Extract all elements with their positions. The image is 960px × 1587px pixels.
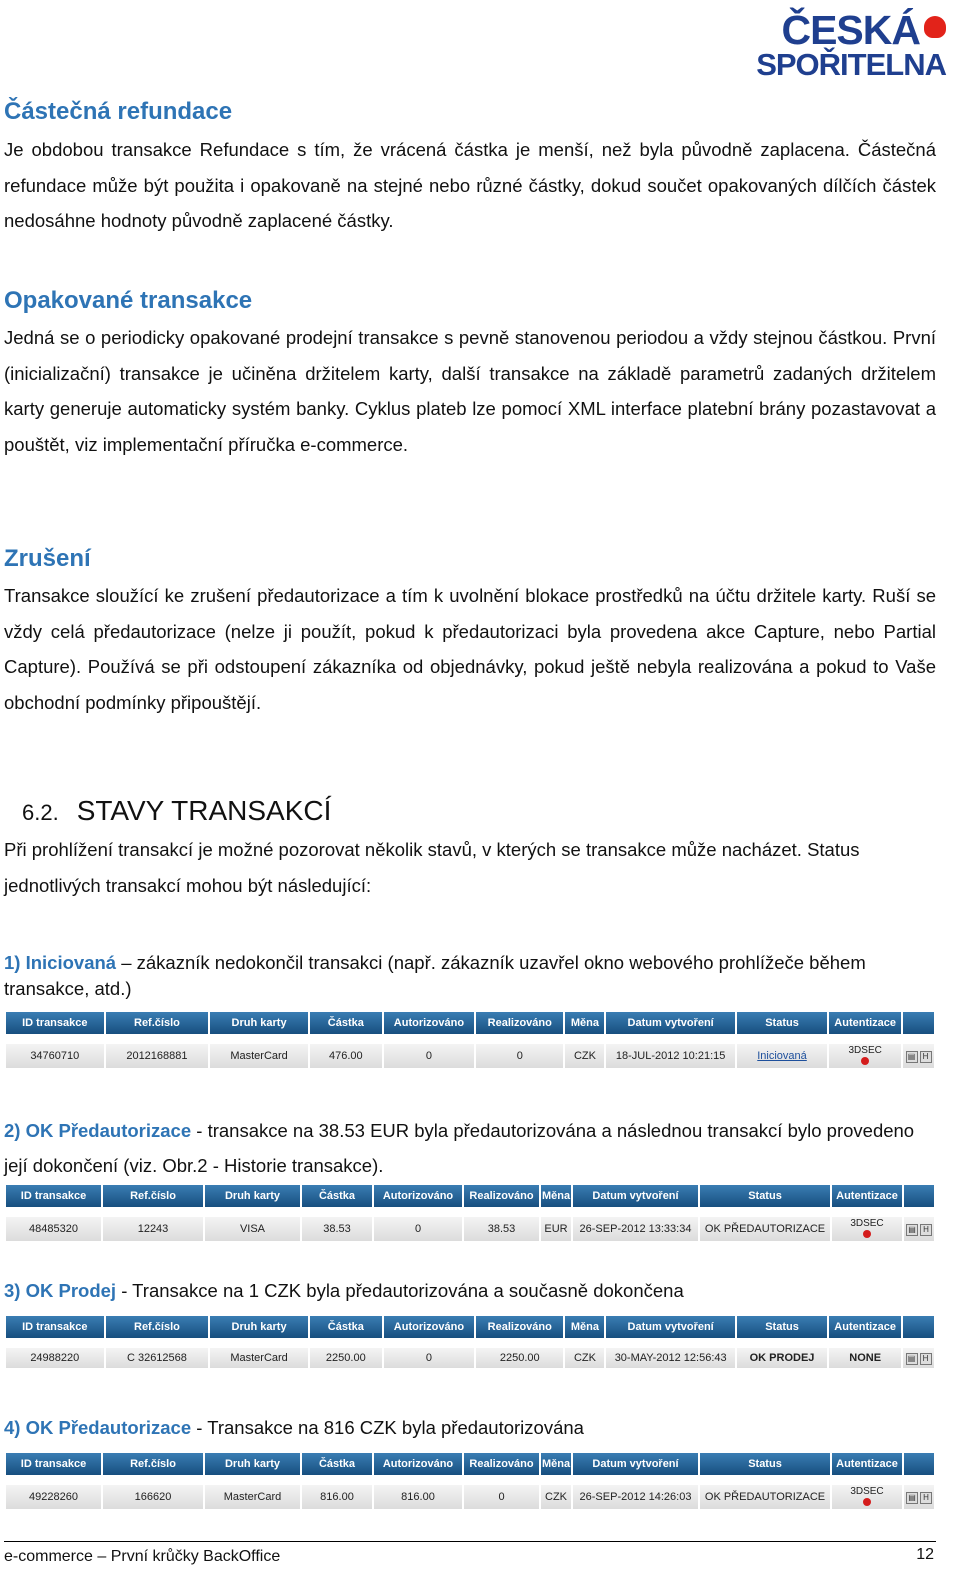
cell-date: 26-SEP-2012 14:26:03 — [573, 1485, 698, 1509]
state-item-1 — [4, 950, 936, 1002]
col-authorized[interactable]: Autorizováno — [374, 1185, 462, 1207]
cell-actions — [904, 1217, 934, 1241]
col-ref[interactable]: Ref.číslo — [106, 1316, 209, 1338]
col-date[interactable]: Datum vytvoření — [606, 1012, 734, 1034]
col-date[interactable]: Datum vytvoření — [573, 1185, 698, 1207]
table-header-row — [6, 1012, 934, 1034]
cell-ref: 12243 — [103, 1217, 203, 1241]
col-id[interactable]: ID transakce — [6, 1316, 104, 1338]
cell-actions — [903, 1044, 934, 1068]
cell-id: 24988220 — [6, 1348, 104, 1368]
col-amount[interactable]: Částka — [302, 1453, 372, 1475]
col-amount[interactable]: Částka — [310, 1012, 382, 1034]
col-authentication[interactable]: Autentizace — [832, 1185, 902, 1207]
cell-realized: 0 — [476, 1044, 563, 1068]
state-item-4 — [4, 1415, 936, 1441]
cell-actions — [904, 1485, 934, 1509]
col-card[interactable]: Druh karty — [210, 1012, 308, 1034]
cell-amount: 816.00 — [302, 1485, 372, 1509]
table-header-row — [6, 1185, 934, 1207]
history-icon[interactable]: H — [920, 1353, 932, 1365]
detail-icon[interactable]: ▤ — [906, 1492, 918, 1504]
state-desc-4: - Transakce na 816 CZK byla předautorizována — [191, 1417, 584, 1438]
col-actions — [904, 1453, 934, 1475]
col-currency[interactable]: Měna — [565, 1316, 604, 1338]
col-status[interactable]: Status — [700, 1453, 830, 1475]
section-title-cancel: Zrušení — [4, 545, 91, 572]
cell-realized: 2250.00 — [476, 1348, 563, 1368]
col-realized[interactable]: Realizováno — [464, 1185, 539, 1207]
authn-label: 3DSEC — [850, 1486, 884, 1497]
cell-id: 49228260 — [6, 1485, 101, 1509]
red-dot-icon — [861, 1057, 869, 1065]
detail-icon[interactable]: ▤ — [906, 1224, 918, 1236]
col-card[interactable]: Druh karty — [205, 1453, 300, 1475]
col-date[interactable]: Datum vytvoření — [573, 1453, 698, 1475]
cell-realized: 0 — [464, 1485, 539, 1509]
col-status[interactable]: Status — [737, 1012, 827, 1034]
section-title-partial-refund: Částečná refundace — [4, 98, 233, 125]
col-id[interactable]: ID transakce — [6, 1185, 101, 1207]
logo-line2: SPOŘITELNA — [756, 47, 946, 82]
cell-status[interactable] — [737, 1044, 827, 1068]
section-text-cancel: Transakce sloužící ke zrušení předautorizace a tím k uvolnění blokace prostředků na účtu držitele karty. Ruší se vždy celá předautorizace (nelze ji použít, pokud k předautorizaci byla provedena akce Capture, nebo Partial Capture). Používá se při odstoupení zákazníka od objednávky, pokud ještě nebyla realizována a pokud to Vaše obchodní podmínky připouštějí. — [4, 585, 936, 714]
col-authorized[interactable]: Autorizováno — [374, 1453, 462, 1475]
col-realized[interactable]: Realizováno — [476, 1012, 563, 1034]
cell-authentication — [832, 1485, 902, 1509]
col-id[interactable]: ID transakce — [6, 1453, 101, 1475]
cell-card: MasterCard — [210, 1348, 308, 1368]
col-authentication[interactable]: Autentizace — [829, 1012, 901, 1034]
section-text-partial-refund: Je obdobou transakce Refundace s tím, že vrácená částka je menší, než byla původně zaplacena. Částečná refundace může být použita i opakovaně na stejné nebo různé částky, dokud součet opakovaných dílčích částek nedosáhne hodnoty původně zaplacené částky. — [4, 139, 936, 232]
cell-authorized: 0 — [374, 1217, 462, 1241]
cell-currency: CZK — [565, 1348, 604, 1368]
col-currency[interactable]: Měna — [541, 1185, 571, 1207]
state-desc-1: – zákazník nedokončil transakci (např. zákazník uzavřel okno webového prohlížeče během transakce, atd.) — [4, 952, 866, 999]
cell-authentication: NONE — [829, 1348, 901, 1368]
chapter-heading — [22, 795, 331, 827]
table-header-row — [6, 1453, 934, 1475]
col-amount[interactable]: Částka — [302, 1185, 372, 1207]
cell-authentication — [832, 1217, 902, 1241]
table-row[interactable] — [6, 1485, 934, 1509]
cell-currency: CZK — [565, 1044, 604, 1068]
cell-authentication — [829, 1044, 901, 1068]
detail-icon[interactable]: ▤ — [906, 1051, 918, 1063]
section-title-recurring: Opakované transakce — [4, 287, 253, 314]
history-icon[interactable]: H — [920, 1492, 932, 1504]
col-id[interactable]: ID transakce — [6, 1012, 104, 1034]
col-actions — [903, 1316, 934, 1338]
cell-status: OK PŘEDAUTORIZACE — [700, 1217, 830, 1241]
detail-icon[interactable]: ▤ — [906, 1353, 918, 1365]
table-header-row — [6, 1316, 934, 1338]
col-realized[interactable]: Realizováno — [476, 1316, 563, 1338]
col-actions — [903, 1012, 934, 1034]
col-ref[interactable]: Ref.číslo — [106, 1012, 209, 1034]
cell-authorized: 816.00 — [374, 1485, 462, 1509]
cell-currency: EUR — [541, 1217, 571, 1241]
state-desc-2: - transakce na 38.53 EUR byla předautorizována a následnou transakcí bylo provedeno její dokončení (viz. Obr.2 - Historie transakce). — [4, 1120, 915, 1176]
col-realized[interactable]: Realizováno — [464, 1453, 539, 1475]
col-authorized[interactable]: Autorizováno — [384, 1012, 474, 1034]
col-date[interactable]: Datum vytvoření — [606, 1316, 734, 1338]
cell-status: OK PŘEDAUTORIZACE — [700, 1485, 830, 1509]
transaction-table-4 — [4, 1453, 936, 1509]
cell-authorized: 0 — [384, 1044, 474, 1068]
transaction-table-1 — [4, 1012, 936, 1068]
history-icon[interactable]: H — [920, 1224, 932, 1236]
logo-mark-icon — [924, 16, 946, 38]
history-icon[interactable]: H — [920, 1051, 932, 1063]
logo-line1: ČESKÁ — [781, 7, 920, 53]
table-row[interactable] — [6, 1044, 934, 1068]
page-number: 12 — [916, 1546, 934, 1563]
col-amount[interactable]: Částka — [310, 1316, 382, 1338]
col-status[interactable]: Status — [700, 1185, 830, 1207]
section-text-recurring: Jedná se o periodicky opakované prodejní transakce s pevně stanovenou periodou a vždy stejnou částkou. První (inicializační) transakce je učiněna držitelem karty, další transakce na základě parametrů zadaných držitelem karty generuje automaticky systém banky. Cyklus plateb lze pomocí XML interface platební brány pozastavovat a pouštět, viz implementační příručka e-commerce. — [4, 327, 936, 456]
status-link[interactable]: Iniciovaná — [757, 1050, 807, 1062]
transaction-table-2 — [4, 1185, 936, 1241]
red-dot-icon — [863, 1230, 871, 1238]
col-ref[interactable]: Ref.číslo — [103, 1453, 203, 1475]
authn-label: 3DSEC — [848, 1045, 882, 1056]
footer-title: e-commerce – První krůčky BackOffice — [4, 1548, 281, 1565]
cell-amount: 2250.00 — [310, 1348, 382, 1368]
cell-date: 30-MAY-2012 12:56:43 — [606, 1348, 734, 1368]
state-lead-4: 4) OK Předautorizace — [4, 1417, 192, 1438]
cell-ref: C 32612568 — [106, 1348, 209, 1368]
col-currency[interactable]: Měna — [541, 1453, 571, 1475]
cell-status: OK PRODEJ — [737, 1348, 827, 1368]
cell-ref: 2012168881 — [106, 1044, 209, 1068]
state-lead-1: 1) Iniciovaná — [4, 952, 117, 973]
cell-ref: 166620 — [103, 1485, 203, 1509]
col-currency[interactable]: Měna — [565, 1012, 604, 1034]
chapter-number: 6.2. — [22, 800, 59, 825]
table-row[interactable] — [6, 1217, 934, 1241]
cell-actions — [903, 1348, 934, 1368]
transaction-table-3 — [4, 1316, 936, 1368]
col-status[interactable]: Status — [737, 1316, 827, 1338]
state-desc-3: - Transakce na 1 CZK byla předautorizována a současně dokončena — [116, 1280, 684, 1301]
cell-card: MasterCard — [210, 1044, 308, 1068]
cell-currency: CZK — [541, 1485, 571, 1509]
cell-card: MasterCard — [205, 1485, 300, 1509]
col-ref[interactable]: Ref.číslo — [103, 1185, 203, 1207]
col-authorized[interactable]: Autorizováno — [384, 1316, 474, 1338]
ceska-sporitelna-logo — [756, 7, 946, 82]
col-authentication[interactable]: Autentizace — [832, 1453, 902, 1475]
cell-date: 26-SEP-2012 13:33:34 — [573, 1217, 698, 1241]
state-item-3 — [4, 1278, 936, 1304]
cell-id: 34760710 — [6, 1044, 104, 1068]
cell-date: 18-JUL-2012 10:21:15 — [606, 1044, 734, 1068]
table-row[interactable] — [6, 1348, 934, 1368]
cell-amount: 476.00 — [310, 1044, 382, 1068]
chapter-intro: Při prohlížení transakcí je možné pozorovat několik stavů, v kterých se transakce může nacházet. Status jednotlivých transakcí mohou být následující: — [4, 839, 860, 896]
state-item-2 — [4, 1113, 936, 1183]
col-card[interactable]: Druh karty — [210, 1316, 308, 1338]
authn-label: 3DSEC — [850, 1218, 884, 1229]
state-lead-2: 2) OK Předautorizace — [4, 1120, 192, 1141]
cell-amount: 38.53 — [302, 1217, 372, 1241]
footer-divider — [4, 1541, 936, 1542]
col-actions — [904, 1185, 934, 1207]
col-authentication[interactable]: Autentizace — [829, 1316, 901, 1338]
cell-realized: 38.53 — [464, 1217, 539, 1241]
red-dot-icon — [863, 1498, 871, 1506]
chapter-title: STAVY TRANSAKCÍ — [76, 795, 332, 826]
cell-id: 48485320 — [6, 1217, 101, 1241]
state-lead-3: 3) OK Prodej — [4, 1280, 117, 1301]
cell-card: VISA — [205, 1217, 300, 1241]
col-card[interactable]: Druh karty — [205, 1185, 300, 1207]
cell-authorized: 0 — [384, 1348, 474, 1368]
